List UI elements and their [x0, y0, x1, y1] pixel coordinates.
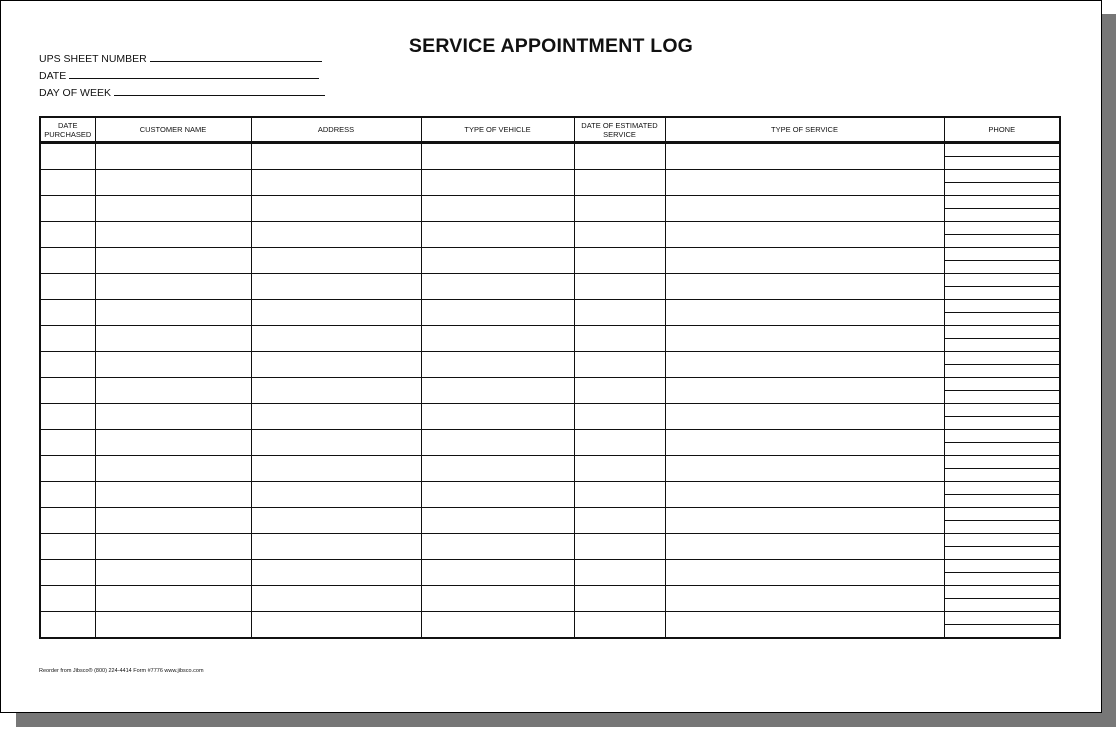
cell-date-purchased[interactable]: [40, 222, 95, 248]
cell-type-of-vehicle[interactable]: [421, 430, 574, 456]
cell-type-of-service[interactable]: [665, 300, 944, 326]
col-header-date-purchased: DATE PURCHASED: [40, 117, 95, 143]
cell-customer-name[interactable]: [95, 300, 251, 326]
ups-sheet-number-blank[interactable]: [150, 52, 322, 62]
cell-type-of-vehicle[interactable]: [421, 170, 574, 196]
cell-phone[interactable]: [944, 300, 1060, 326]
cell-date-estimated-service[interactable]: [574, 404, 665, 430]
cell-type-of-service[interactable]: [665, 586, 944, 612]
cell-type-of-service[interactable]: [665, 378, 944, 404]
cell-date-estimated-service[interactable]: [574, 222, 665, 248]
cell-date-estimated-service[interactable]: [574, 456, 665, 482]
cell-phone[interactable]: [944, 196, 1060, 222]
cell-type-of-vehicle[interactable]: [421, 508, 574, 534]
cell-type-of-vehicle[interactable]: [421, 534, 574, 560]
cell-date-purchased[interactable]: [40, 586, 95, 612]
cell-type-of-service[interactable]: [665, 456, 944, 482]
cell-address[interactable]: [251, 612, 421, 639]
cell-date-purchased[interactable]: [40, 404, 95, 430]
cell-phone[interactable]: [944, 378, 1060, 404]
table-row: [40, 508, 1060, 534]
cell-phone[interactable]: [944, 430, 1060, 456]
cell-address[interactable]: [251, 508, 421, 534]
col-header-address: ADDRESS: [251, 117, 421, 143]
cell-customer-name[interactable]: [95, 560, 251, 586]
table-row: [40, 482, 1060, 508]
cell-phone[interactable]: [944, 482, 1060, 508]
cell-customer-name[interactable]: [95, 404, 251, 430]
cell-date-estimated-service[interactable]: [574, 196, 665, 222]
cell-date-estimated-service[interactable]: [574, 300, 665, 326]
cell-customer-name[interactable]: [95, 196, 251, 222]
cell-date-purchased[interactable]: [40, 248, 95, 274]
cell-customer-name[interactable]: [95, 508, 251, 534]
cell-type-of-service[interactable]: [665, 534, 944, 560]
cell-type-of-vehicle[interactable]: [421, 586, 574, 612]
table-header-row: [40, 117, 1060, 143]
cell-phone[interactable]: [944, 274, 1060, 300]
table-row: [40, 222, 1060, 248]
cell-address[interactable]: [251, 482, 421, 508]
cell-date-estimated-service[interactable]: [574, 143, 665, 170]
cell-customer-name[interactable]: [95, 534, 251, 560]
cell-customer-name[interactable]: [95, 274, 251, 300]
col-header-type-of-service: TYPE OF SERVICE: [665, 117, 944, 143]
cell-date-purchased[interactable]: [40, 482, 95, 508]
cell-type-of-vehicle[interactable]: [421, 378, 574, 404]
table-row: [40, 560, 1060, 586]
cell-date-estimated-service[interactable]: [574, 326, 665, 352]
cell-date-estimated-service[interactable]: [574, 508, 665, 534]
cell-phone[interactable]: [944, 404, 1060, 430]
table-row: [40, 352, 1060, 378]
cell-date-purchased[interactable]: [40, 534, 95, 560]
table-row: [40, 378, 1060, 404]
cell-date-estimated-service[interactable]: [574, 248, 665, 274]
table-row: [40, 612, 1060, 639]
cell-type-of-vehicle[interactable]: [421, 300, 574, 326]
cell-date-purchased[interactable]: [40, 170, 95, 196]
cell-type-of-service[interactable]: [665, 222, 944, 248]
cell-type-of-vehicle[interactable]: [421, 326, 574, 352]
cell-address[interactable]: [251, 586, 421, 612]
table-row: [40, 456, 1060, 482]
cell-type-of-service[interactable]: [665, 248, 944, 274]
cell-address[interactable]: [251, 456, 421, 482]
cell-date-purchased[interactable]: [40, 612, 95, 639]
cell-date-purchased[interactable]: [40, 274, 95, 300]
cell-type-of-service[interactable]: [665, 612, 944, 639]
day-of-week-field[interactable]: [39, 86, 325, 99]
cell-date-estimated-service[interactable]: [574, 560, 665, 586]
date-blank[interactable]: [69, 69, 319, 79]
cell-type-of-service[interactable]: [665, 143, 944, 170]
cell-customer-name[interactable]: [95, 586, 251, 612]
cell-phone[interactable]: [944, 222, 1060, 248]
cell-date-purchased[interactable]: [40, 300, 95, 326]
cell-address[interactable]: [251, 222, 421, 248]
cell-phone[interactable]: [944, 248, 1060, 274]
table-row: [40, 274, 1060, 300]
cell-phone[interactable]: [944, 586, 1060, 612]
cell-date-estimated-service[interactable]: [574, 274, 665, 300]
cell-type-of-vehicle[interactable]: [421, 352, 574, 378]
cell-phone[interactable]: [944, 326, 1060, 352]
cell-date-purchased[interactable]: [40, 378, 95, 404]
cell-phone[interactable]: [944, 534, 1060, 560]
cell-type-of-service[interactable]: [665, 430, 944, 456]
cell-customer-name[interactable]: [95, 170, 251, 196]
table-row: [40, 534, 1060, 560]
cell-customer-name[interactable]: [95, 352, 251, 378]
cell-type-of-vehicle[interactable]: [421, 456, 574, 482]
cell-type-of-vehicle[interactable]: [421, 482, 574, 508]
cell-customer-name[interactable]: [95, 248, 251, 274]
cell-type-of-vehicle[interactable]: [421, 274, 574, 300]
col-header-phone: PHONE: [944, 117, 1060, 143]
cell-customer-name[interactable]: [95, 482, 251, 508]
cell-address[interactable]: [251, 560, 421, 586]
col-header-type-of-vehicle: TYPE OF VEHICLE: [421, 117, 574, 143]
page-title: SERVICE APPOINTMENT LOG: [408, 35, 694, 57]
col-header-date-estimated-service: DATE OF ESTIMATED SERVICE: [574, 117, 665, 143]
cell-type-of-service[interactable]: [665, 352, 944, 378]
cell-type-of-service[interactable]: [665, 274, 944, 300]
cell-type-of-vehicle[interactable]: [421, 612, 574, 639]
cell-type-of-vehicle[interactable]: [421, 196, 574, 222]
cell-address[interactable]: [251, 404, 421, 430]
cell-phone[interactable]: [944, 170, 1060, 196]
day-of-week-blank[interactable]: [114, 86, 325, 96]
cell-date-estimated-service[interactable]: [574, 352, 665, 378]
cell-address[interactable]: [251, 300, 421, 326]
cell-phone[interactable]: [944, 143, 1060, 170]
cell-type-of-service[interactable]: [665, 482, 944, 508]
cell-date-purchased[interactable]: [40, 326, 95, 352]
cell-address[interactable]: [251, 378, 421, 404]
cell-type-of-service[interactable]: [665, 170, 944, 196]
ups-sheet-number-label: UPS SHEET NUMBER: [39, 53, 147, 65]
cell-date-estimated-service[interactable]: [574, 482, 665, 508]
table-row: [40, 404, 1060, 430]
date-label: DATE: [39, 70, 67, 82]
cell-date-estimated-service[interactable]: [574, 378, 665, 404]
cell-address[interactable]: [251, 274, 421, 300]
cell-date-purchased[interactable]: [40, 560, 95, 586]
cell-phone[interactable]: [944, 612, 1060, 639]
cell-phone[interactable]: [944, 352, 1060, 378]
cell-type-of-service[interactable]: [665, 404, 944, 430]
cell-type-of-service[interactable]: [665, 196, 944, 222]
cell-date-estimated-service[interactable]: [574, 612, 665, 639]
table-body: [40, 143, 1060, 639]
cell-type-of-service[interactable]: [665, 508, 944, 534]
table-row: [40, 430, 1060, 456]
cell-date-purchased[interactable]: [40, 143, 95, 170]
table-row: [40, 586, 1060, 612]
date-field[interactable]: [39, 69, 319, 82]
reorder-footer: Reorder from Jibsco® (800) 224-4414 Form #7776 www.jibsco.com: [39, 668, 204, 674]
cell-type-of-service[interactable]: [665, 326, 944, 352]
cell-date-purchased[interactable]: [40, 508, 95, 534]
cell-customer-name[interactable]: [95, 378, 251, 404]
cell-type-of-vehicle[interactable]: [421, 143, 574, 170]
cell-date-estimated-service[interactable]: [574, 430, 665, 456]
table-row: [40, 143, 1060, 170]
appointment-log-table: [39, 116, 1061, 639]
cell-type-of-service[interactable]: [665, 560, 944, 586]
cell-address[interactable]: [251, 430, 421, 456]
cell-date-purchased[interactable]: [40, 352, 95, 378]
cell-date-estimated-service[interactable]: [574, 586, 665, 612]
cell-address[interactable]: [251, 248, 421, 274]
cell-date-purchased[interactable]: [40, 456, 95, 482]
cell-address[interactable]: [251, 326, 421, 352]
cell-date-purchased[interactable]: [40, 196, 95, 222]
cell-customer-name[interactable]: [95, 430, 251, 456]
table-row: [40, 196, 1060, 222]
cell-address[interactable]: [251, 170, 421, 196]
cell-phone[interactable]: [944, 456, 1060, 482]
table-row: [40, 300, 1060, 326]
cell-customer-name[interactable]: [95, 326, 251, 352]
cell-address[interactable]: [251, 143, 421, 170]
table-row: [40, 326, 1060, 352]
table-row: [40, 248, 1060, 274]
cell-type-of-vehicle[interactable]: [421, 404, 574, 430]
cell-type-of-vehicle[interactable]: [421, 222, 574, 248]
cell-date-estimated-service[interactable]: [574, 170, 665, 196]
cell-date-estimated-service[interactable]: [574, 534, 665, 560]
cell-customer-name[interactable]: [95, 612, 251, 639]
col-header-customer-name: CUSTOMER NAME: [95, 117, 251, 143]
cell-address[interactable]: [251, 196, 421, 222]
cell-type-of-vehicle[interactable]: [421, 248, 574, 274]
cell-date-purchased[interactable]: [40, 430, 95, 456]
cell-address[interactable]: [251, 352, 421, 378]
cell-phone[interactable]: [944, 560, 1060, 586]
ups-sheet-number-field[interactable]: [39, 52, 322, 65]
cell-type-of-vehicle[interactable]: [421, 560, 574, 586]
cell-address[interactable]: [251, 534, 421, 560]
cell-customer-name[interactable]: [95, 143, 251, 170]
table-row: [40, 170, 1060, 196]
cell-phone[interactable]: [944, 508, 1060, 534]
day-of-week-label: DAY OF WEEK: [39, 87, 111, 99]
cell-customer-name[interactable]: [95, 222, 251, 248]
cell-customer-name[interactable]: [95, 456, 251, 482]
